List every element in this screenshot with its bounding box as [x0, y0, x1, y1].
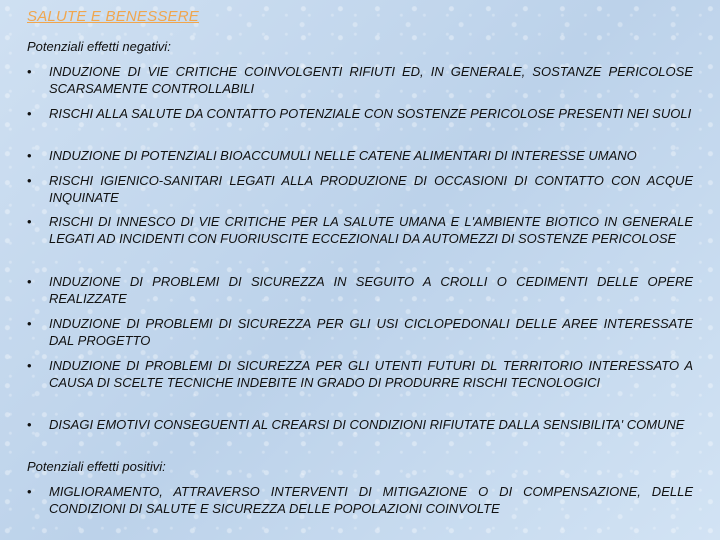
list-item [27, 357, 693, 391]
list-item [27, 63, 693, 97]
bullet-icon: • [27, 64, 32, 79]
list-item-text: RISCHI ALLA SALUTE DA CONTATTO POTENZIALE CON SOSTENZE PERICOLOSE PRESENTI NEI SUOLI [49, 106, 692, 121]
list-item-text: INDUZIONE DI POTENZIALI BIOACCUMULI NELLE CATENE ALIMENTARI DI INTERESSE UMANO [49, 148, 637, 163]
list-item-text: INDUZIONE DI PROBLEMI DI SICUREZZA PER GLI USI CICLOPEDONALI DELLE AREE INTERESSATE DAL PROGETTO [49, 316, 693, 348]
bullet-icon: • [27, 274, 32, 289]
list-item-text: INDUZIONE DI PROBLEMI DI SICUREZZA PER GLI UTENTI FUTURI DL TERRITORIO INTERESSATO A CAUSA DI SCELTE TECNICHE INDEBITE IN GRADO DI PRODURRE RISCHI TECNOLOGICI [49, 358, 693, 390]
bullet-icon: • [27, 417, 32, 432]
list-item-text: RISCHI IGIENICO-SANITARI LEGATI ALLA PRODUZIONE DI OCCASIONI DI CONTATTO CON ACQUE INQUINATE [49, 173, 693, 205]
list-item-text: RISCHI DI INNESCO DI VIE CRITICHE PER LA SALUTE UMANA E L'AMBIENTE BIOTICO IN GENERALE LEGATI AD INCIDENTI CON FUORIUSCITE ECCEZIONALI DA AUTOMEZZI DI SOSTENZE PERICOLOSE [49, 214, 693, 246]
negative-effects-label: Potenziali effetti negativi: [27, 39, 171, 54]
bullet-icon: • [27, 484, 32, 499]
list-item [27, 147, 693, 164]
list-item [27, 483, 693, 517]
list-item [27, 273, 693, 307]
list-item [27, 416, 693, 433]
list-item-text: DISAGI EMOTIVI CONSEGUENTI AL CREARSI DI CONDIZIONI RIFIUTATE DALLA SENSIBILITA' COMUNE [49, 417, 685, 432]
list-item [27, 172, 693, 206]
positive-effects-label: Potenziali effetti positivi: [27, 459, 166, 474]
bullet-icon: • [27, 148, 32, 163]
bullet-icon: • [27, 214, 32, 229]
slide-title: SALUTE E BENESSERE [27, 8, 199, 25]
bullet-icon: • [27, 106, 32, 121]
bullet-icon: • [27, 173, 32, 188]
list-item [27, 105, 693, 122]
list-item-text: INDUZIONE DI VIE CRITICHE COINVOLGENTI RIFIUTI ED, IN GENERALE, SOSTANZE PERICOLOSE SCARSAMENTE CONTROLLABILI [49, 64, 693, 96]
list-item-text: MIGLIORAMENTO, ATTRAVERSO INTERVENTI DI MITIGAZIONE O DI COMPENSAZIONE, DELLE CONDIZIONI DI SALUTE E SICUREZZA DELLE POPOLAZIONI COINVOLTE [49, 484, 693, 516]
bullet-icon: • [27, 358, 32, 373]
list-item [27, 315, 693, 349]
bullet-icon: • [27, 316, 32, 331]
list-item-text: INDUZIONE DI PROBLEMI DI SICUREZZA IN SEGUITO A CROLLI O CEDIMENTI DELLE OPERE REALIZZATE [49, 274, 693, 306]
list-item [27, 213, 693, 247]
